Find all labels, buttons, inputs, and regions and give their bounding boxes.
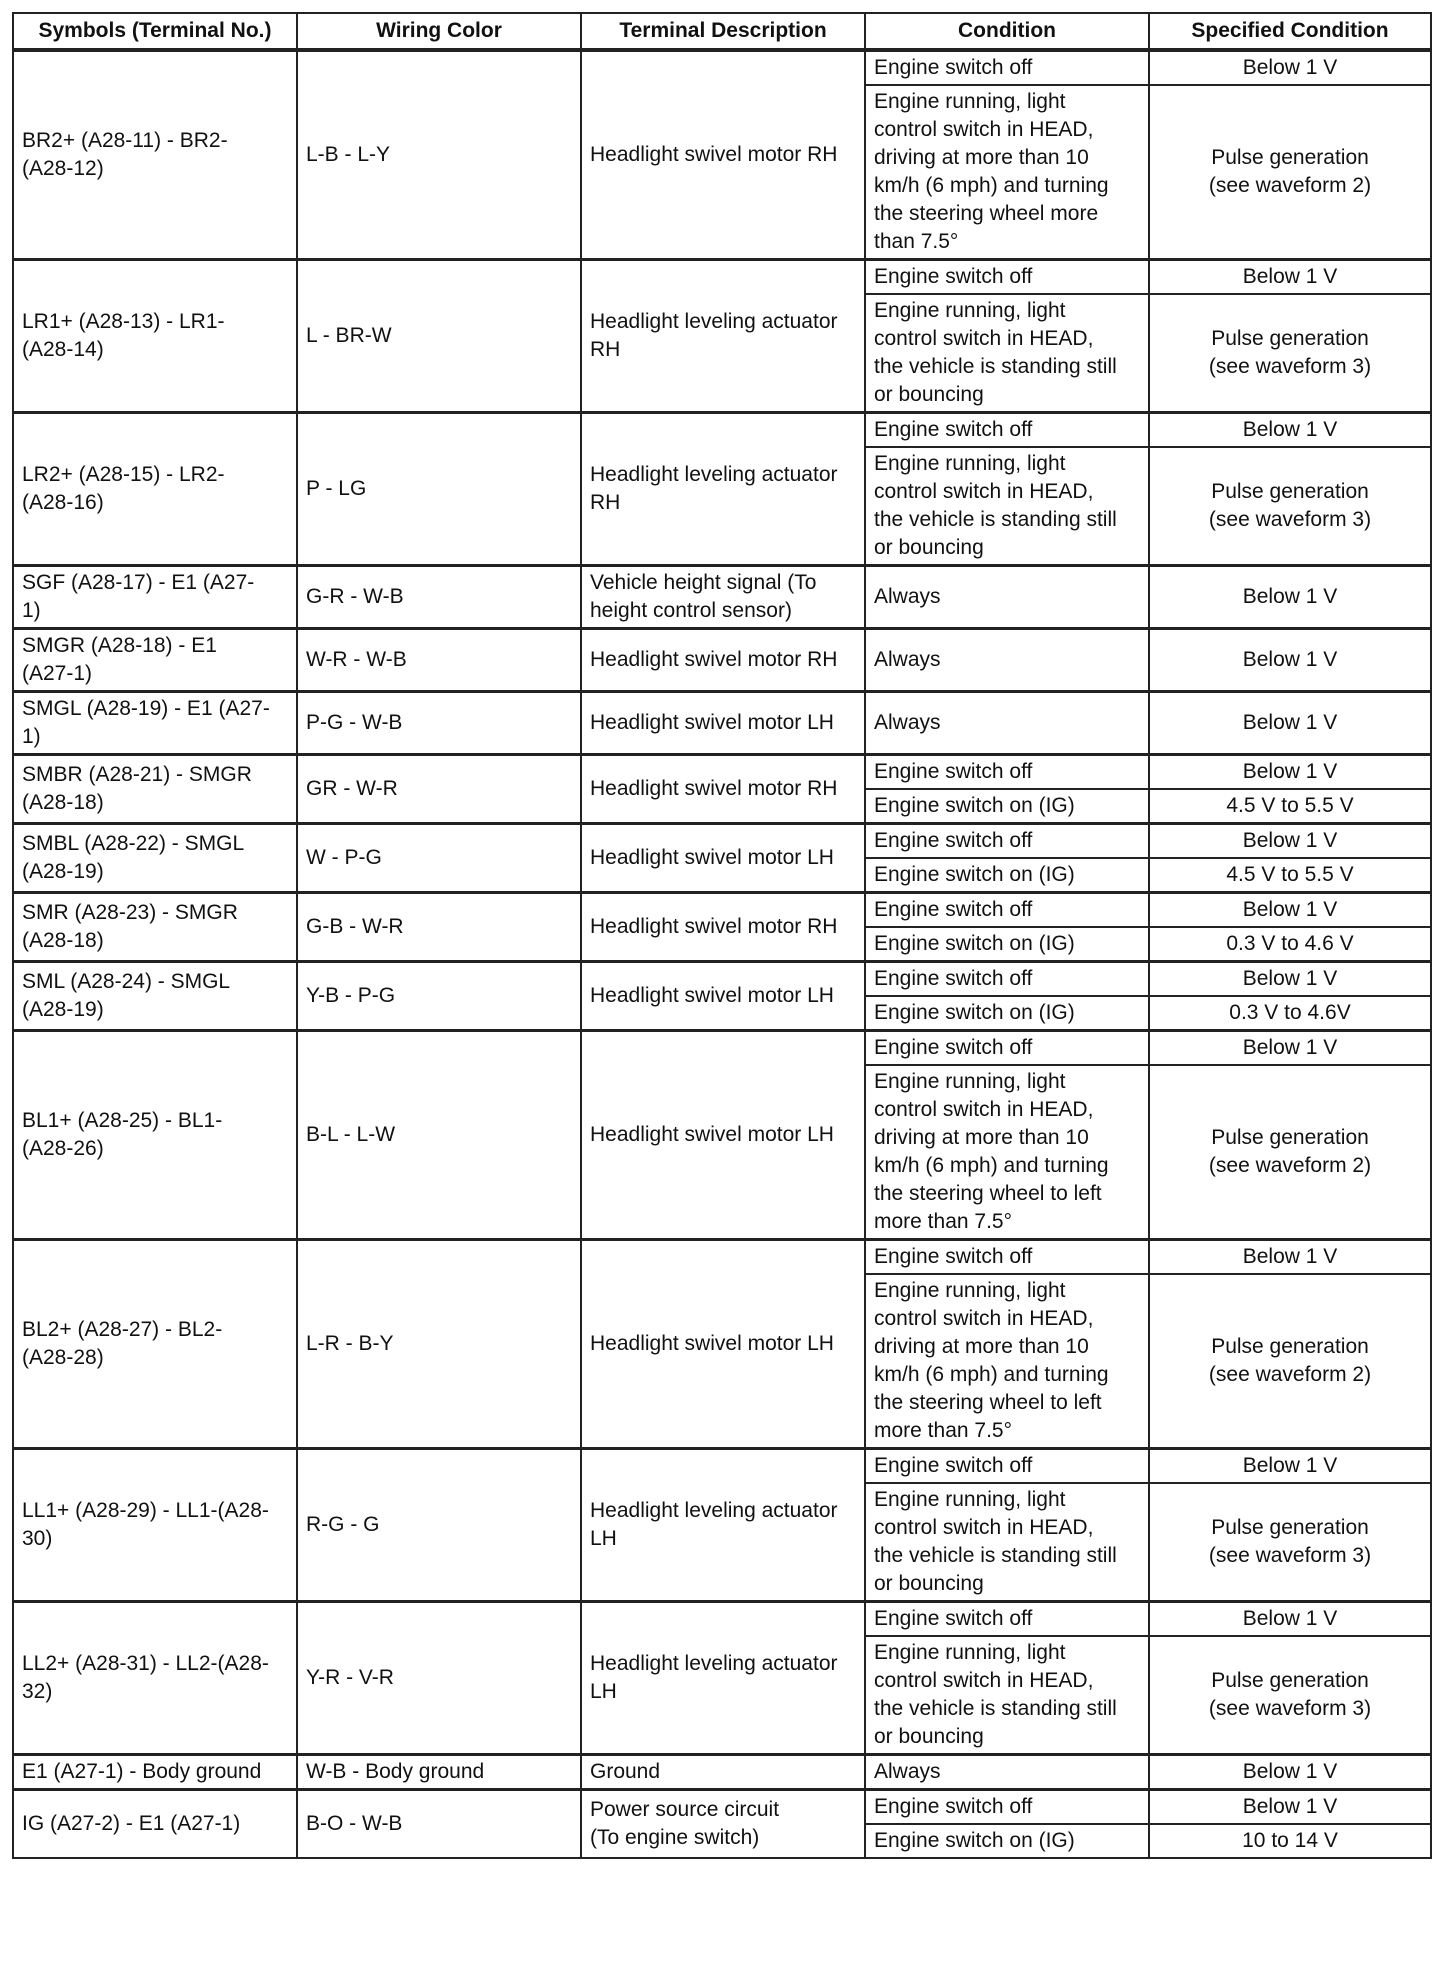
condition-cell: Engine switch off <box>865 1449 1149 1484</box>
header-condition: Condition <box>865 13 1149 50</box>
condition-cell: Engine switch off <box>865 1790 1149 1825</box>
specified-condition-cell: 4.5 V to 5.5 V <box>1149 858 1431 893</box>
condition-cell: Engine running, light control switch in HEAD, the vehicle is standing still or bouncing <box>865 447 1149 566</box>
terminal-description-cell: Vehicle height signal (To height control sensor) <box>581 566 865 629</box>
terminal-description-cell: Headlight swivel motor LH <box>581 692 865 755</box>
condition-cell: Engine running, light control switch in HEAD, the vehicle is standing still or bouncing <box>865 1636 1149 1755</box>
condition-cell: Engine switch off <box>865 50 1149 85</box>
table-row <box>13 566 1431 629</box>
header-wiring-color: Wiring Color <box>297 13 581 50</box>
condition-cell: Engine running, light control switch in HEAD, the vehicle is standing still or bouncing <box>865 294 1149 413</box>
specified-condition-cell: Pulse generation (see waveform 2) <box>1149 1065 1431 1240</box>
terminal-description-cell: Headlight swivel motor RH <box>581 50 865 260</box>
specified-condition-cell: Below 1 V <box>1149 1790 1431 1825</box>
table-row <box>13 1790 1431 1825</box>
terminal-description-cell: Power source circuit (To engine switch) <box>581 1790 865 1859</box>
wiring-color-cell: G-B - W-R <box>297 893 581 962</box>
symbol-cell: SML (A28-24) - SMGL (A28-19) <box>13 962 297 1031</box>
wiring-color-cell: B-L - L-W <box>297 1031 581 1240</box>
symbol-cell: LL2+ (A28-31) - LL2-(A28- 32) <box>13 1602 297 1755</box>
wiring-color-cell: R-G - G <box>297 1449 581 1602</box>
condition-cell: Engine switch off <box>865 893 1149 928</box>
table-header <box>13 13 1431 50</box>
wiring-color-cell: B-O - W-B <box>297 1790 581 1859</box>
condition-cell: Engine switch on (IG) <box>865 996 1149 1031</box>
table-row <box>13 1602 1431 1637</box>
table-row <box>13 692 1431 755</box>
table-row <box>13 1449 1431 1484</box>
header-specified-condition: Specified Condition <box>1149 13 1431 50</box>
wiring-color-cell: W-R - W-B <box>297 629 581 692</box>
condition-cell: Always <box>865 566 1149 629</box>
symbol-cell: LL1+ (A28-29) - LL1-(A28- 30) <box>13 1449 297 1602</box>
condition-cell: Engine switch off <box>865 1031 1149 1066</box>
specified-condition-cell: Below 1 V <box>1149 755 1431 790</box>
condition-cell: Engine switch off <box>865 755 1149 790</box>
table-row <box>13 413 1431 448</box>
terminal-spec-table <box>12 12 1432 1859</box>
condition-cell: Engine running, light control switch in HEAD, driving at more than 10 km/h (6 mph) and turning the steering wheel more than 7.5° <box>865 85 1149 260</box>
wiring-color-cell: P - LG <box>297 413 581 566</box>
condition-cell: Engine running, light control switch in HEAD, driving at more than 10 km/h (6 mph) and turning the steering wheel to left more than 7.5° <box>865 1065 1149 1240</box>
condition-cell: Engine switch off <box>865 260 1149 295</box>
symbol-cell: SMGR (A28-18) - E1 (A27-1) <box>13 629 297 692</box>
symbol-cell: SMGL (A28-19) - E1 (A27- 1) <box>13 692 297 755</box>
condition-cell: Engine running, light control switch in HEAD, driving at more than 10 km/h (6 mph) and turning the steering wheel to left more than 7.5° <box>865 1274 1149 1449</box>
terminal-description-cell: Ground <box>581 1755 865 1790</box>
symbol-cell: LR1+ (A28-13) - LR1- (A28-14) <box>13 260 297 413</box>
condition-cell: Always <box>865 1755 1149 1790</box>
specified-condition-cell: Below 1 V <box>1149 1240 1431 1275</box>
table-row <box>13 629 1431 692</box>
table-row <box>13 1755 1431 1790</box>
terminal-description-cell: Headlight leveling actuator RH <box>581 413 865 566</box>
symbol-cell: BL1+ (A28-25) - BL1- (A28-26) <box>13 1031 297 1240</box>
specified-condition-cell: 4.5 V to 5.5 V <box>1149 789 1431 824</box>
wiring-color-cell: G-R - W-B <box>297 566 581 629</box>
table-row <box>13 962 1431 997</box>
condition-cell: Engine switch off <box>865 1240 1149 1275</box>
condition-cell: Engine switch on (IG) <box>865 789 1149 824</box>
symbol-cell: SGF (A28-17) - E1 (A27- 1) <box>13 566 297 629</box>
condition-cell: Always <box>865 692 1149 755</box>
specified-condition-cell: Pulse generation (see waveform 3) <box>1149 1636 1431 1755</box>
specified-condition-cell: Below 1 V <box>1149 962 1431 997</box>
symbol-cell: IG (A27-2) - E1 (A27-1) <box>13 1790 297 1859</box>
specified-condition-cell: Below 1 V <box>1149 629 1431 692</box>
terminal-description-cell: Headlight swivel motor LH <box>581 1240 865 1449</box>
wiring-color-cell: L - BR-W <box>297 260 581 413</box>
specified-condition-cell: Below 1 V <box>1149 1031 1431 1066</box>
terminal-description-cell: Headlight leveling actuator LH <box>581 1602 865 1755</box>
terminal-description-cell: Headlight swivel motor LH <box>581 824 865 893</box>
header-terminal-description: Terminal Description <box>581 13 865 50</box>
condition-cell: Engine switch off <box>865 1602 1149 1637</box>
wiring-color-cell: Y-B - P-G <box>297 962 581 1031</box>
specified-condition-cell: Pulse generation (see waveform 3) <box>1149 447 1431 566</box>
table-body <box>13 50 1431 1858</box>
specified-condition-cell: Pulse generation (see waveform 2) <box>1149 1274 1431 1449</box>
terminal-description-cell: Headlight leveling actuator LH <box>581 1449 865 1602</box>
condition-cell: Engine switch off <box>865 824 1149 859</box>
wiring-color-cell: P-G - W-B <box>297 692 581 755</box>
condition-cell: Always <box>865 629 1149 692</box>
wiring-color-cell: L-B - L-Y <box>297 50 581 260</box>
table-row <box>13 50 1431 85</box>
specified-condition-cell: Below 1 V <box>1149 692 1431 755</box>
symbol-cell: E1 (A27-1) - Body ground <box>13 1755 297 1790</box>
specified-condition-cell: Below 1 V <box>1149 824 1431 859</box>
header-symbols: Symbols (Terminal No.) <box>13 13 297 50</box>
symbol-cell: SMR (A28-23) - SMGR (A28-18) <box>13 893 297 962</box>
wiring-color-cell: L-R - B-Y <box>297 1240 581 1449</box>
specified-condition-cell: Below 1 V <box>1149 413 1431 448</box>
table-row <box>13 824 1431 859</box>
specified-condition-cell: Below 1 V <box>1149 893 1431 928</box>
table-row <box>13 893 1431 928</box>
table-row <box>13 755 1431 790</box>
specified-condition-cell: Pulse generation (see waveform 3) <box>1149 1483 1431 1602</box>
symbol-cell: BR2+ (A28-11) - BR2- (A28-12) <box>13 50 297 260</box>
symbol-cell: SMBL (A28-22) - SMGL (A28-19) <box>13 824 297 893</box>
terminal-description-cell: Headlight leveling actuator RH <box>581 260 865 413</box>
table-row <box>13 1240 1431 1275</box>
condition-cell: Engine running, light control switch in HEAD, the vehicle is standing still or bouncing <box>865 1483 1149 1602</box>
terminal-description-cell: Headlight swivel motor RH <box>581 629 865 692</box>
specified-condition-cell: Below 1 V <box>1149 1602 1431 1637</box>
specified-condition-cell: Below 1 V <box>1149 1449 1431 1484</box>
condition-cell: Engine switch on (IG) <box>865 858 1149 893</box>
wiring-color-cell: GR - W-R <box>297 755 581 824</box>
specified-condition-cell: Pulse generation (see waveform 3) <box>1149 294 1431 413</box>
specified-condition-cell: Below 1 V <box>1149 1755 1431 1790</box>
symbol-cell: SMBR (A28-21) - SMGR (A28-18) <box>13 755 297 824</box>
symbol-cell: LR2+ (A28-15) - LR2- (A28-16) <box>13 413 297 566</box>
table-row <box>13 260 1431 295</box>
wiring-color-cell: W-B - Body ground <box>297 1755 581 1790</box>
condition-cell: Engine switch on (IG) <box>865 927 1149 962</box>
condition-cell: Engine switch off <box>865 413 1149 448</box>
specified-condition-cell: Pulse generation (see waveform 2) <box>1149 85 1431 260</box>
table-row <box>13 1031 1431 1066</box>
specified-condition-cell: Below 1 V <box>1149 566 1431 629</box>
specified-condition-cell: Below 1 V <box>1149 50 1431 85</box>
terminal-description-cell: Headlight swivel motor LH <box>581 1031 865 1240</box>
header-row <box>13 13 1431 50</box>
symbol-cell: BL2+ (A28-27) - BL2- (A28-28) <box>13 1240 297 1449</box>
wiring-color-cell: W - P-G <box>297 824 581 893</box>
terminal-description-cell: Headlight swivel motor RH <box>581 893 865 962</box>
specified-condition-cell: 10 to 14 V <box>1149 1824 1431 1858</box>
specified-condition-cell: 0.3 V to 4.6 V <box>1149 927 1431 962</box>
condition-cell: Engine switch on (IG) <box>865 1824 1149 1858</box>
specified-condition-cell: Below 1 V <box>1149 260 1431 295</box>
wiring-color-cell: Y-R - V-R <box>297 1602 581 1755</box>
terminal-description-cell: Headlight swivel motor RH <box>581 755 865 824</box>
condition-cell: Engine switch off <box>865 962 1149 997</box>
specified-condition-cell: 0.3 V to 4.6V <box>1149 996 1431 1031</box>
terminal-description-cell: Headlight swivel motor LH <box>581 962 865 1031</box>
